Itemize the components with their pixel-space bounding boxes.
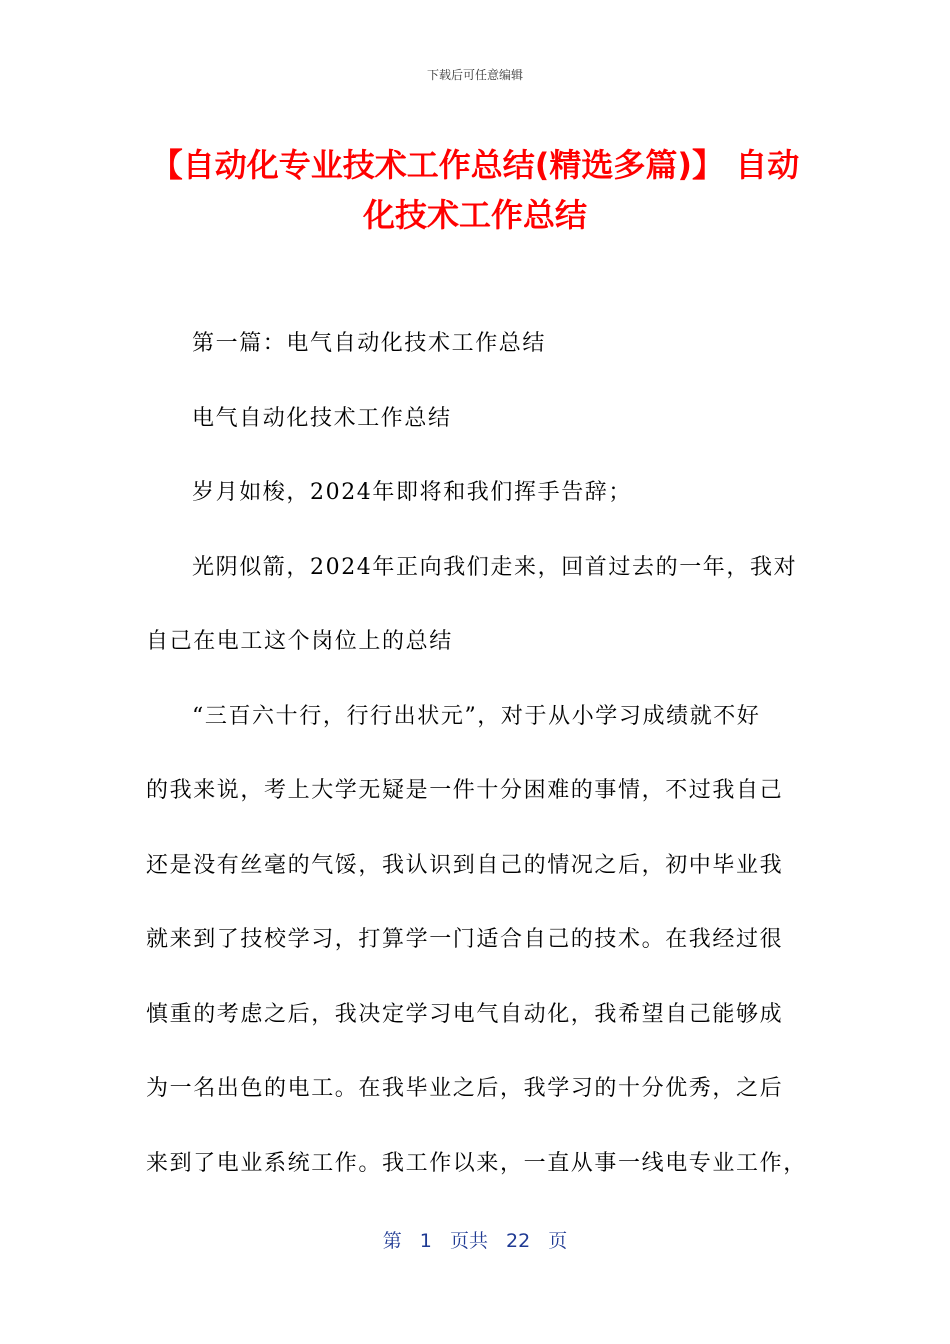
paragraph-line: 慎重的考虑之后，我决定学习电气自动化，我希望自己能够成 [146, 1001, 784, 1027]
page-label-mid: 页共 [449, 1230, 488, 1252]
page-label-prefix: 第 [382, 1230, 402, 1252]
paragraph-line: 自己在电工这个岗位上的总结 [146, 629, 453, 654]
current-page-number: 1 [419, 1230, 432, 1252]
document-title: 【自动化专业技术工作总结(精选多篇)】 自动化技术工作总结 [150, 146, 800, 234]
page-footer [0, 1226, 950, 1253]
header-note: 下载后可任意编辑 [426, 68, 523, 82]
paragraph-line: 为一名出色的电工。在我毕业之后，我学习的十分优秀，之后 [146, 1076, 784, 1101]
total-pages-number: 22 [506, 1230, 531, 1252]
paragraph-line: 还是没有丝毫的气馁，我认识到自己的情况之后，初中毕业我 [146, 852, 784, 878]
paragraph-line: 来到了电业系统工作。我工作以来，一直从事一线电专业工作， [146, 1150, 807, 1176]
paragraph-line: 第一篇：电气自动化技术工作总结 [192, 331, 547, 356]
paragraph-line: 的我来说，考上大学无疑是一件十分困难的事情，不过我自己 [146, 778, 784, 803]
document-body [146, 326, 806, 1220]
paragraph-line: “三百六十行，行行出状元”，对于从小学习成绩就不好 [192, 703, 761, 729]
page-label-suffix: 页 [548, 1230, 568, 1252]
paragraph-line: 岁月如梭，2024年即将和我们挥手告辞； [192, 480, 632, 505]
paragraph-line: 就来到了技校学习，打算学一门适合自己的技术。在我经过很 [146, 927, 784, 952]
paragraph-line: 电气自动化技术工作总结 [192, 405, 452, 431]
paragraph-line: 光阴似箭，2024年正向我们走来，回首过去的一年，我对 [192, 554, 798, 580]
